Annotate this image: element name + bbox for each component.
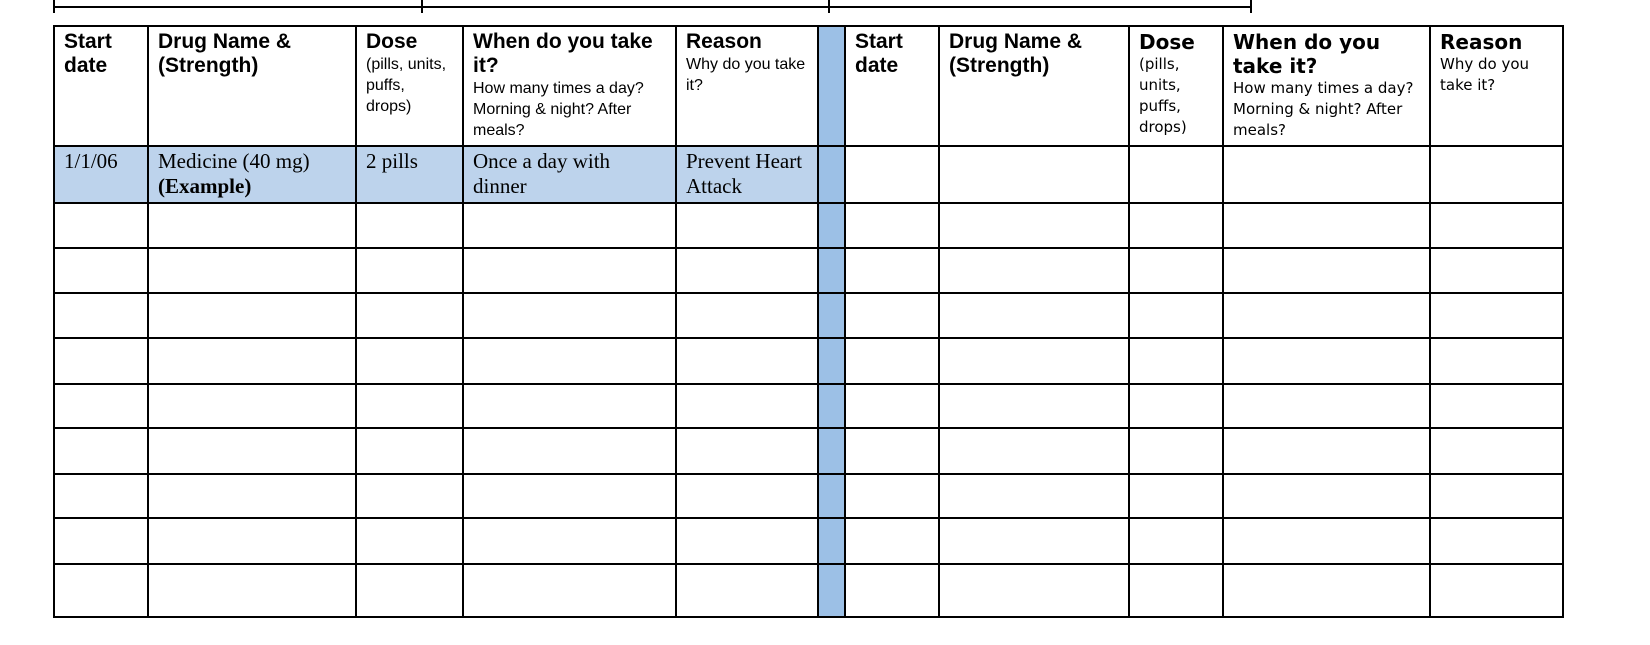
example-drug-name[interactable] — [148, 146, 356, 203]
header-title: Start date — [855, 30, 903, 77]
entry-cell[interactable] — [939, 474, 1129, 518]
header-when-right — [1223, 26, 1430, 146]
entry-cell[interactable] — [1129, 248, 1223, 293]
entry-cell[interactable] — [356, 474, 463, 518]
entry-cell[interactable] — [939, 384, 1129, 428]
entry-cell[interactable] — [845, 384, 939, 428]
header-title: Dose — [366, 30, 418, 53]
example-when[interactable]: Once a day with dinner — [463, 146, 676, 203]
header-subtitle: Why do you take it? — [1440, 55, 1530, 94]
entry-cell[interactable] — [148, 248, 356, 293]
divider-strip — [818, 518, 845, 564]
entry-cell[interactable] — [676, 338, 818, 384]
divider-strip — [818, 338, 845, 384]
header-subtitle: Why do you take it? — [686, 56, 806, 94]
divider-strip — [818, 146, 845, 203]
header-title: Reason — [1440, 30, 1523, 54]
divider-strip — [818, 428, 845, 474]
entry-cell[interactable] — [676, 474, 818, 518]
entry-cell[interactable] — [1129, 564, 1223, 617]
header-title: Dose — [1139, 30, 1195, 54]
top-rule-line — [53, 6, 1252, 8]
entry-cell[interactable] — [1223, 518, 1430, 564]
entry-cell[interactable] — [1223, 384, 1430, 428]
entry-cell[interactable] — [356, 203, 463, 248]
table-row — [54, 248, 1563, 293]
table-row — [54, 428, 1563, 474]
divider-strip — [818, 293, 845, 338]
entry-cell[interactable] — [939, 338, 1129, 384]
entry-cell[interactable] — [1430, 248, 1563, 293]
entry-cell[interactable] — [939, 248, 1129, 293]
entry-cell[interactable] — [1430, 428, 1563, 474]
entry-cell[interactable] — [676, 428, 818, 474]
entry-cell[interactable] — [845, 146, 939, 203]
entry-cell[interactable] — [676, 384, 818, 428]
entry-cell[interactable] — [1129, 474, 1223, 518]
example-reason[interactable]: Prevent Heart Attack — [676, 146, 818, 203]
entry-cell[interactable] — [676, 248, 818, 293]
entry-cell[interactable] — [148, 564, 356, 617]
header-start-date — [54, 26, 148, 146]
entry-cell[interactable] — [1430, 564, 1563, 617]
top-rule-tick — [828, 0, 830, 13]
top-rule-tick — [1250, 0, 1252, 13]
entry-cell[interactable] — [845, 518, 939, 564]
table-row — [54, 564, 1563, 617]
entry-cell[interactable] — [356, 428, 463, 474]
entry-cell[interactable] — [845, 338, 939, 384]
entry-cell[interactable] — [845, 564, 939, 617]
entry-cell[interactable] — [356, 338, 463, 384]
entry-cell[interactable] — [1129, 518, 1223, 564]
header-title: Reason — [686, 30, 762, 53]
entry-cell[interactable] — [1223, 564, 1430, 617]
entry-cell[interactable] — [845, 203, 939, 248]
header-subtitle: How many times a day? Morning & night? After meals? — [473, 80, 644, 139]
entry-cell[interactable] — [463, 518, 676, 564]
entry-cell[interactable] — [356, 248, 463, 293]
entry-cell[interactable] — [148, 293, 356, 338]
entry-cell[interactable] — [1430, 203, 1563, 248]
entry-cell[interactable] — [1223, 338, 1430, 384]
entry-cell[interactable] — [1129, 203, 1223, 248]
entry-cell[interactable] — [676, 564, 818, 617]
header-title: When do you take it? — [473, 30, 653, 77]
entry-cell[interactable] — [148, 428, 356, 474]
entry-cell[interactable] — [939, 428, 1129, 474]
divider-strip — [818, 248, 845, 293]
header-title: Start date — [64, 30, 112, 77]
entry-cell[interactable] — [1129, 384, 1223, 428]
table-row — [54, 474, 1563, 518]
divider-strip — [818, 474, 845, 518]
entry-cell[interactable] — [1223, 248, 1430, 293]
header-drug-name-right — [939, 26, 1129, 146]
entry-cell[interactable] — [356, 384, 463, 428]
header-subtitle: (pills, units, puffs, drops) — [1139, 55, 1187, 136]
entry-cell[interactable] — [676, 293, 818, 338]
entry-cell[interactable] — [1129, 146, 1223, 203]
entry-cell[interactable] — [148, 518, 356, 564]
entry-cell[interactable] — [1430, 474, 1563, 518]
divider-strip — [818, 26, 845, 146]
entry-cell[interactable] — [939, 564, 1129, 617]
header-row — [54, 26, 1563, 146]
entry-cell[interactable] — [356, 518, 463, 564]
entry-cell[interactable] — [54, 474, 148, 518]
entry-cell[interactable] — [463, 203, 676, 248]
entry-cell[interactable] — [463, 248, 676, 293]
entry-cell[interactable] — [1223, 203, 1430, 248]
entry-cell[interactable] — [148, 338, 356, 384]
entry-cell[interactable] — [845, 428, 939, 474]
header-dose-right — [1129, 26, 1223, 146]
example-row — [54, 146, 1563, 203]
entry-cell[interactable] — [463, 564, 676, 617]
entry-cell[interactable] — [463, 293, 676, 338]
entry-cell[interactable] — [54, 428, 148, 474]
header-reason-right — [1430, 26, 1563, 146]
entry-cell[interactable] — [1223, 293, 1430, 338]
table-row — [54, 518, 1563, 564]
table-row — [54, 384, 1563, 428]
divider-strip — [818, 203, 845, 248]
table-row — [54, 203, 1563, 248]
entry-cell[interactable] — [1430, 338, 1563, 384]
entry-cell[interactable] — [1129, 338, 1223, 384]
example-dose[interactable]: 2 pills — [356, 146, 463, 203]
header-when — [463, 26, 676, 146]
entry-cell[interactable] — [1129, 293, 1223, 338]
entry-cell[interactable] — [845, 474, 939, 518]
header-title: Drug Name & (Strength) — [158, 30, 292, 77]
divider-strip — [818, 384, 845, 428]
entry-cell[interactable] — [54, 293, 148, 338]
divider-strip — [818, 564, 845, 617]
entry-cell[interactable] — [54, 518, 148, 564]
entry-cell[interactable] — [1430, 146, 1563, 203]
header-subtitle: How many times a day? Morning & night? After meals? — [1233, 79, 1414, 139]
entry-cell[interactable] — [148, 203, 356, 248]
entry-cell[interactable] — [1223, 474, 1430, 518]
example-drug-text: Medicine (40 mg) — [158, 149, 310, 173]
entry-cell[interactable] — [54, 203, 148, 248]
header-start-date-right — [845, 26, 939, 146]
entry-cell[interactable] — [1430, 293, 1563, 338]
entry-cell[interactable] — [939, 203, 1129, 248]
header-title: When do you take it? — [1233, 30, 1381, 78]
top-rule-tick — [421, 0, 423, 13]
entry-cell[interactable] — [356, 293, 463, 338]
entry-cell[interactable] — [54, 338, 148, 384]
entry-cell[interactable] — [1129, 428, 1223, 474]
entry-cell[interactable] — [463, 338, 676, 384]
example-label: (Example) — [158, 174, 252, 198]
entry-cell[interactable] — [463, 428, 676, 474]
entry-cell[interactable] — [1223, 146, 1430, 203]
entry-cell[interactable] — [54, 248, 148, 293]
entry-cell[interactable] — [148, 384, 356, 428]
entry-cell[interactable] — [939, 293, 1129, 338]
entry-cell[interactable] — [845, 293, 939, 338]
entry-cell[interactable] — [54, 384, 148, 428]
entry-cell[interactable] — [1223, 428, 1430, 474]
entry-cell[interactable] — [676, 518, 818, 564]
entry-cell[interactable] — [845, 248, 939, 293]
entry-cell[interactable] — [148, 474, 356, 518]
header-drug-name — [148, 26, 356, 146]
entry-cell[interactable] — [1430, 384, 1563, 428]
header-subtitle: (pills, units, puffs, drops) — [366, 56, 447, 115]
medication-list-table — [53, 25, 1564, 618]
header-reason — [676, 26, 818, 146]
table-row — [54, 293, 1563, 338]
entry-cell[interactable] — [1430, 518, 1563, 564]
entry-cell[interactable] — [54, 564, 148, 617]
entry-cell[interactable] — [356, 564, 463, 617]
entry-cell[interactable] — [939, 146, 1129, 203]
header-title: Drug Name & (Strength) — [949, 30, 1083, 77]
top-rule-tick — [53, 0, 55, 13]
entry-cell[interactable] — [463, 384, 676, 428]
entry-cell[interactable] — [463, 474, 676, 518]
header-dose — [356, 26, 463, 146]
entry-cell[interactable] — [939, 518, 1129, 564]
table-row — [54, 338, 1563, 384]
example-start-date[interactable]: 1/1/06 — [54, 146, 148, 203]
entry-cell[interactable] — [676, 203, 818, 248]
